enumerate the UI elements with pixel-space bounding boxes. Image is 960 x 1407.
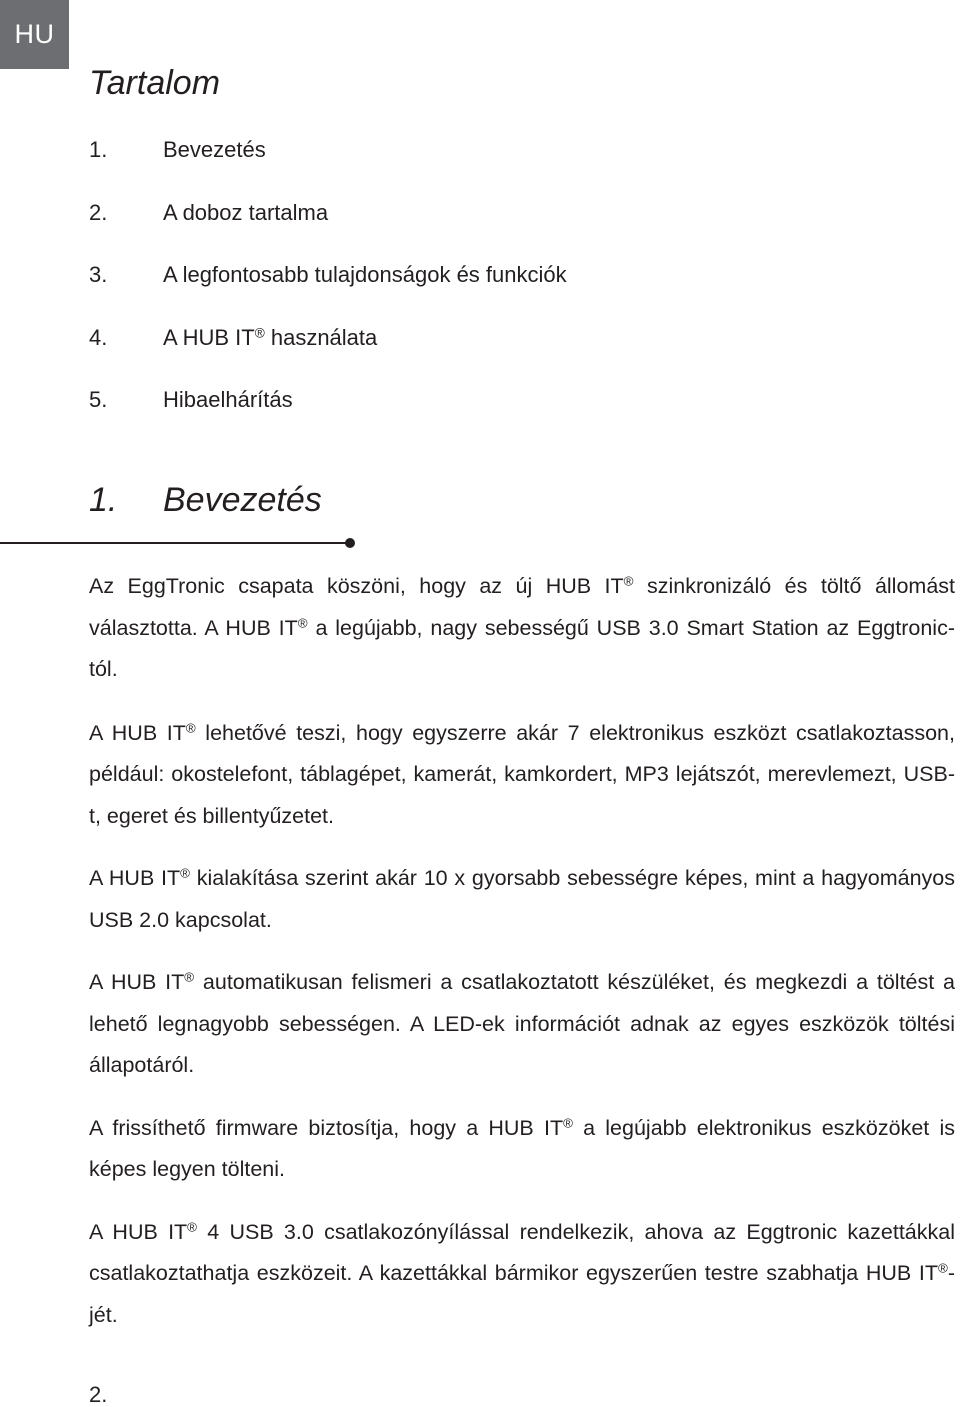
page-number: 2.: [89, 1382, 108, 1407]
paragraph-ports: A HUB IT® 4 USB 3.0 csatlakozónyílással rendelkezik, ahova az Eggtronic kazettákkal csatlakoztathatja eszközeit. A kazettákkal bármikor egyszerűen testre szabhatja HUB IT®-jét.: [89, 1219, 955, 1327]
section-divider-dot: [345, 538, 355, 548]
toc-item-label: Hibaelhárítás: [163, 387, 293, 412]
toc-item-label: A doboz tartalma: [163, 199, 329, 225]
toc-item-label: A legfontosabb tulajdonságok és funkciók: [163, 262, 567, 287]
toc-item-number: 3.: [89, 262, 108, 287]
section-number: 1.: [89, 481, 118, 519]
section-divider: [0, 542, 348, 544]
toc-item: [89, 385, 567, 448]
toc-item: [89, 260, 567, 323]
toc-item: [89, 198, 567, 261]
paragraph-intro: Az EggTronic csapata köszöni, hogy az új HUB IT® szinkronizáló és töltő állomást választotta. A HUB IT® a legújabb, nagy sebességű USB 3.0 Smart Station az Eggtronic-tól.: [89, 573, 955, 681]
language-tab: HU: [0, 0, 69, 69]
toc-item: [89, 135, 567, 198]
toc-item-number: 4.: [89, 324, 108, 350]
section-title: Bevezetés: [163, 481, 322, 519]
paragraph-speed: A HUB IT® kialakítása szerint akár 10 x gyorsabb sebességre képes, mint a hagyományos USB 2.0 kapcsolat.: [89, 865, 955, 932]
toc-item-number: 5.: [89, 387, 108, 412]
paragraph-auto-detect: A HUB IT® automatikusan felismeri a csatlakoztatott készüléket, és megkezdi a töltést a lehető legnagyobb sebességen. A LED-ek információt adnak az egyes eszközök töltési állapotáról.: [89, 969, 955, 1077]
paragraph-devices: A HUB IT® lehetővé teszi, hogy egyszerre akár 7 elektronikus eszközt csatlakoztasson, például: okostelefont, táblagépet, kamerát, kamkordert, MP3 lejátszót, merevlemezt, USB-t, egeret és billentyűzetet.: [89, 720, 955, 828]
table-of-contents: [89, 135, 567, 448]
section-body: [89, 566, 955, 1357]
toc-title: Tartalom: [89, 64, 221, 102]
toc-item: [89, 323, 567, 386]
toc-item-number: 2.: [89, 199, 108, 225]
toc-item-label: Bevezetés: [163, 137, 266, 162]
toc-item-label: A HUB IT® használata: [163, 324, 378, 350]
toc-item-number: 1.: [89, 137, 108, 162]
section-heading: [89, 479, 322, 521]
paragraph-firmware: A frissíthető firmware biztosítja, hogy a HUB IT® a legújabb elektronikus eszközöket is képes legyen tölteni.: [89, 1115, 955, 1181]
